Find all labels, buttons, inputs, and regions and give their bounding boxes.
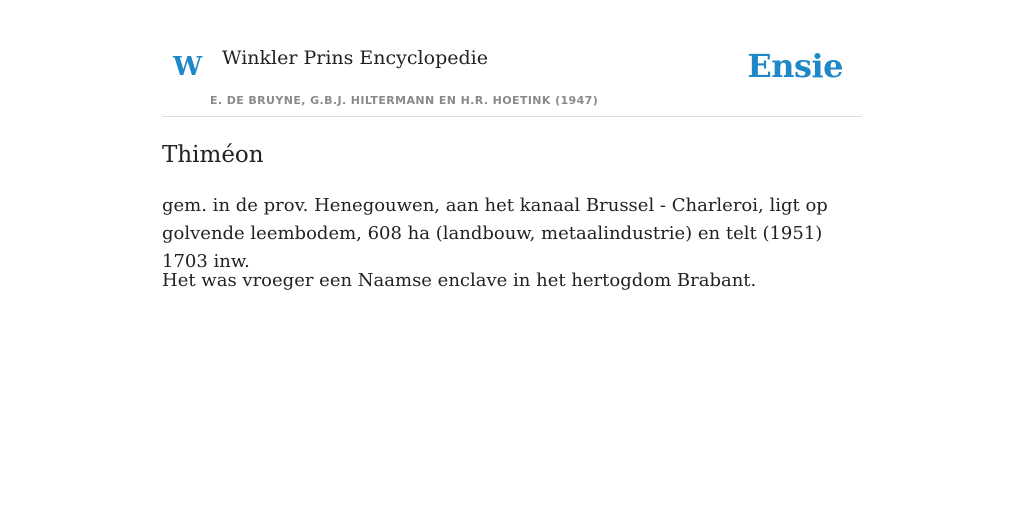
source-header — [162, 0, 862, 117]
article-paragraph: Het was vroeger een Naamse enclave in het hertogdom Brabant. — [162, 270, 757, 291]
source-title[interactable]: Winkler Prins Encyclopedie — [222, 47, 488, 69]
ensie-logo[interactable]: Ensie — [747, 47, 843, 85]
source-authors: E. DE BRUYNE, G.B.J. HILTERMANN EN H.R. HOETINK (1947) — [210, 94, 599, 107]
article-paragraph: gem. in de prov. Henegouwen, aan het kanaal Brussel - Charleroi, ligt op golvende leembodem, 608 ha (landbouw, metaalindustrie) en telt (1951) 1703 inw. — [162, 195, 828, 272]
article-title: Thiméon — [162, 142, 264, 168]
source-logo-w-icon[interactable]: W — [173, 52, 203, 82]
page-container — [162, 0, 862, 291]
